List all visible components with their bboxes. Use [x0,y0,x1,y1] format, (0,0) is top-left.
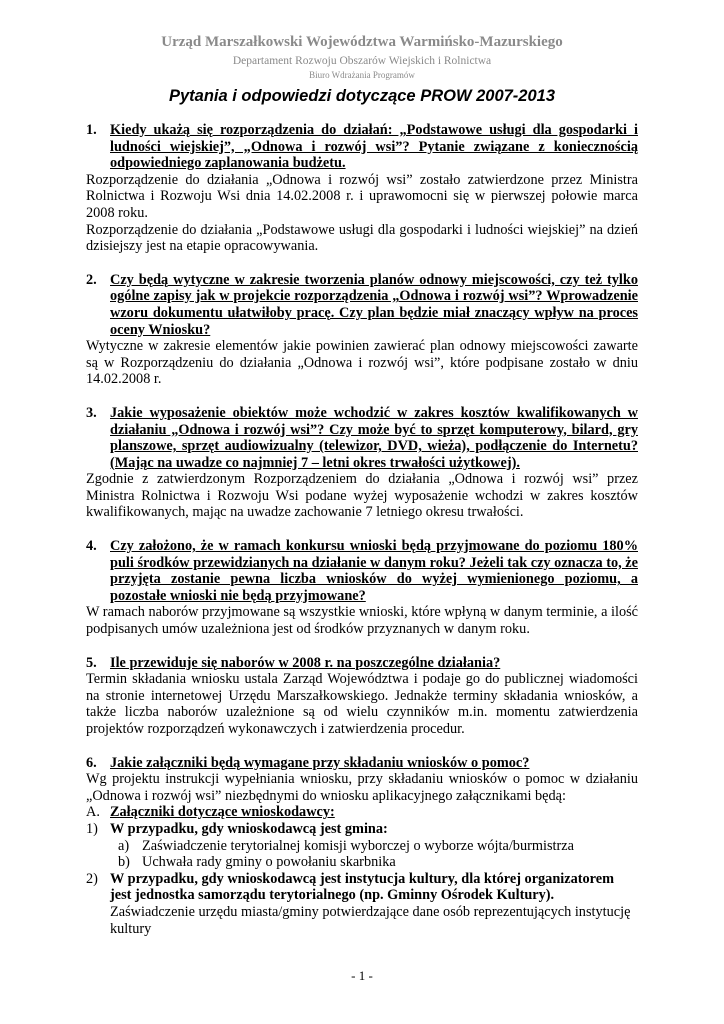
list-item-label: W przypadku, gdy wnioskodawcą jest instytucja kultury, dla której organizatorem jest jednostka samorządu terytorialnego (np. Gminny Ośrodek Kultury). [110,870,614,904]
sub-item-letter: a) [118,837,130,854]
question-number: 5. [86,654,97,671]
header-bureau: Biuro Wdrażania Programów [309,70,415,80]
question-number: 3. [86,404,97,421]
question-number: 6. [86,754,97,771]
header-office-name: Urząd Marszałkowski Województwa Warmińsko-Mazurskiego [161,34,563,50]
section-heading: Załączniki dotyczące wnioskodawcy: [110,804,335,821]
question-number: 1. [86,122,97,138]
sub-item-a [118,838,638,855]
question-text: Ile przewiduje się naborów w 2008 r. na poszczególne działania? [110,654,501,671]
question-2 [86,272,638,338]
question-text: Kiedy ukażą się rozporządzenia do działań: „Podstawowe usługi dla gospodarki i ludności wiejskiej”, „Odnowa i rozwój wsi”? Pytanie związane z koniecznością odpowiedniego zaplanowania budżetu. [110,122,638,172]
section-a [86,804,638,821]
document-title: Pytania i odpowiedzi dotyczące PROW 2007-2013 [168,87,556,105]
answer-paragraph: Rozporządzenie do działania „Odnowa i rozwój wsi” zostało zatwierdzone przez Ministra Rolnictwa i Rozwoju Wsi dnia 14.02.2008 r. i uprawomocni się w pierwszej połowie marca 2008 roku. [86,171,638,221]
sub-item-letter: b) [118,854,130,871]
question-4 [86,538,638,604]
sub-item-text: Uchwała rady gminy o powołaniu skarbnika [142,854,396,871]
sub-item-text: Zaświadczenie terytorialnej komisji wyborczej o wyborze wójta/burmistrza [142,837,574,854]
list-item-2 [86,871,638,937]
question-text: Czy założono, że w ramach konkursu wnioski będą przyjmowane do poziomu 180% puli środków przewidzianych na działanie w danym roku? Jeżeli tak czy oznacza to, że przyjęta zostanie pewna liczba wniosków do wyżej wymienionego poziomu, a pozostałe wnioski nie będą przyjmowane? [110,538,638,604]
question-number: 4. [86,538,97,555]
question-3 [86,405,638,471]
list-number: 2) [86,870,98,887]
section-letter: A. [86,804,100,821]
answer-paragraph: Rozporządzenie do działania „Podstawowe usługi dla gospodarki i ludności wiejskiej” na dzień dzisiejszy jest na etapie opracowywania. [86,221,638,255]
page-number: - 1 - [351,968,373,983]
document-body [86,122,638,937]
question-text: Jakie wyposażenie obiektów może wchodzić w zakres kosztów kwalifikowanych w działaniu „Odnowa i rozwój wsi”? Czy może być to sprzęt komputerowy, bilard, gry planszowe, sprzęt audiowizualny (telewizor, DVD, wieża), podłączenie do Internetu? (Mając na uwadze co najmniej 7 – letni okres trwałości użytkowej). [110,404,638,471]
question-text: Jakie załączniki będą wymagane przy składaniu wniosków o pomoc? [110,754,530,771]
list-number: 1) [86,820,98,837]
answer-paragraph: Termin składania wniosku ustala Zarząd Województwa i podaje go do publicznej wiadomości na stronie internetowej Urzędu Marszałkowskiego. Jednakże terminy składania wniosków, a także liczba naborów uzależnione są od wielu czynników m.in. momentu zatwierdzenia projektów rozporządzeń wykonawczych i zatwierdzenia procedur. [86,671,638,737]
answer-paragraph: Wytyczne w zakresie elementów jakie powinien zawierać plan odnowy miejscowości zawarte są w Rozporządzeniu do działania „Odnowa i rozwój wsi”, które podpisane zostało w dniu 14.02.2008 r. [86,338,638,388]
answer-paragraph: Wg projektu instrukcji wypełniania wniosku, przy składaniu wniosków o pomoc w działaniu „Odnowa i rozwój wsi” niezbędnymi do wniosku aplikacyjnego załącznikami będą: [86,771,638,804]
sub-item-b [118,854,638,871]
list-item-text: Zaświadczenie urzędu miasta/gminy potwierdzające dane osób reprezentujących instytucję kultury [110,903,631,937]
question-number: 2. [86,271,97,288]
list-item-label: W przypadku, gdy wnioskodawcą jest gmina: [110,820,388,837]
answer-paragraph: Zgodnie z zatwierdzonym Rozporządzeniem do działania „Odnowa i rozwój wsi” przez Ministra Rolnictwa i Rozwoju Wsi podane wyżej wyposażenie wchodzi w zakres kosztów kwalifikowanych, mając na uwadze zachowanie 7 letniego okresu trwałości. [86,471,638,521]
answer-paragraph: W ramach naborów przyjmowane są wszystkie wnioski, które wpłyną w danym terminie, a ilość podpisanych umów uzależniona jest od środków przyznanych w danym roku. [86,604,639,638]
header-department: Departament Rozwoju Obszarów Wiejskich i Rolnictwa [232,55,492,67]
question-1 [86,122,638,172]
question-6 [86,755,638,772]
question-text: Czy będą wytyczne w zakresie tworzenia planów odnowy miejscowości, czy też tylko ogólne zapisy jak w projekcie rozporządzenia „Odnowa i rozwój wsi”? Wprowadzenie wzoru dokumentu ułatwiłoby pracę. Czy plan będzie miał znaczący wpływ na proces oceny Wniosku? [110,271,638,338]
list-item-1 [86,821,638,838]
question-5 [86,655,638,672]
